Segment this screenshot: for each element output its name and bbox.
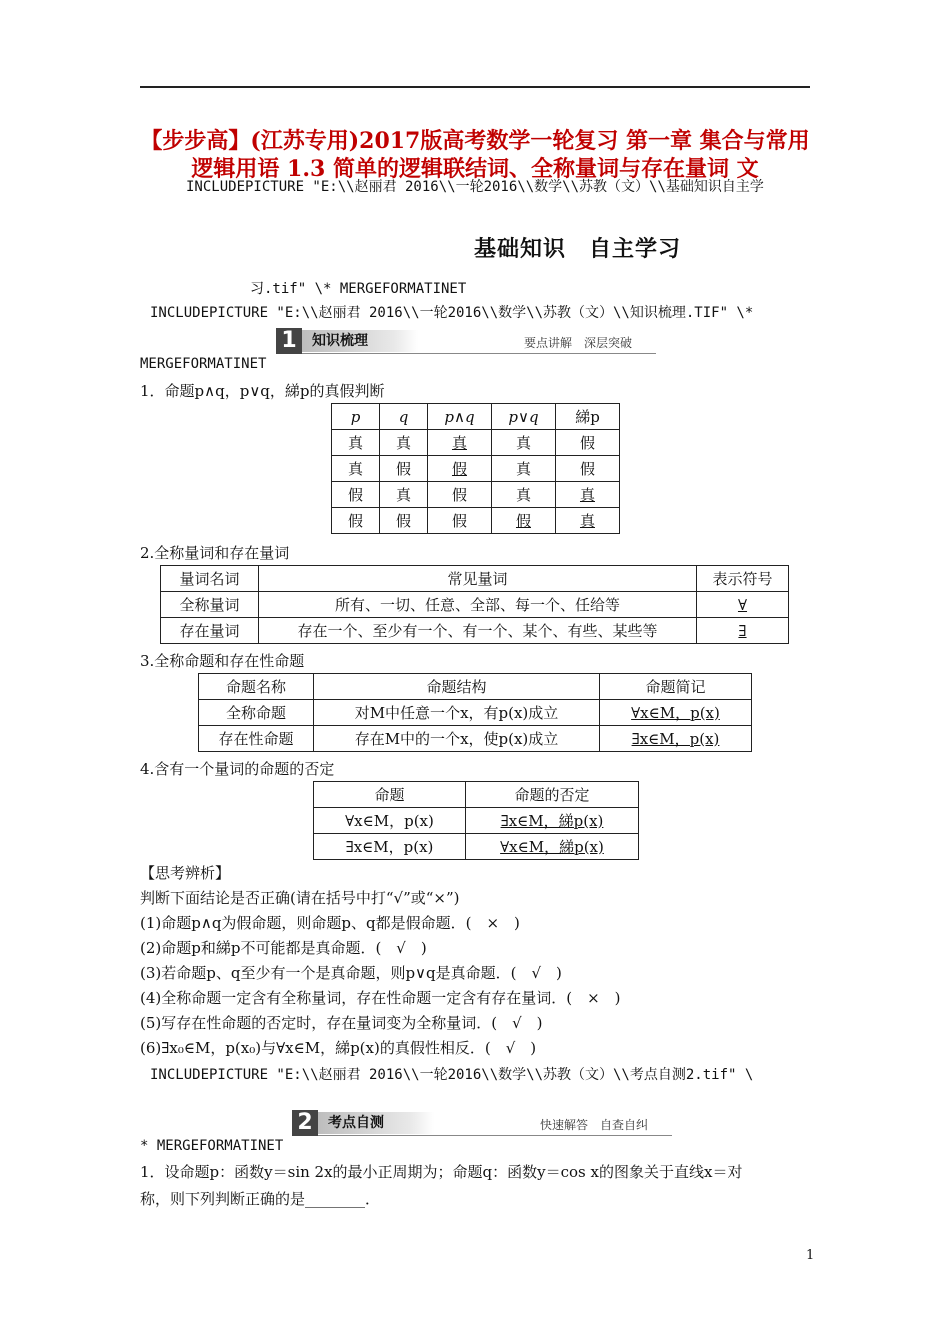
table-cell: 真 (515, 486, 531, 504)
heading-truth-table: 1．命题p∧q，p∨q，綈p的真假判断 (140, 382, 385, 400)
think-item-3: (3)若命题p、q至少有一个是真命题，则p∨q是真命题．( √ ) (140, 964, 562, 982)
table-cell: 量词名词 (179, 570, 240, 588)
table-cell: 存在性命题 (218, 730, 294, 748)
banner-number: 1 (276, 328, 302, 354)
banner-tag: 要点讲解 深层突破 (524, 336, 633, 350)
table-cell: p∧q (444, 407, 475, 426)
question-1-line2: 称，则下列判断正确的是________． (140, 1190, 381, 1208)
table-cell: 假 (395, 460, 411, 478)
banner-label: 知识梳理 (302, 330, 418, 352)
header-rule (140, 86, 810, 88)
table-cell: 命题 (374, 786, 405, 804)
table-cell: 假 (451, 486, 467, 504)
table-cell-answer: 假 (515, 512, 531, 530)
table-cell: 假 (395, 512, 411, 530)
table-cell: 真 (515, 460, 531, 478)
table-cell: 假 (347, 512, 363, 530)
table-cell: 全称量词 (179, 596, 240, 614)
table-cell: 真 (515, 434, 531, 452)
table-row (314, 808, 639, 834)
table-cell: 命题简记 (645, 678, 706, 696)
think-item-4: (4)全称命题一定含有全称量词，存在性命题一定含有存在量词．( × ) (140, 989, 621, 1007)
question-1-line1: 1．设命题p：函数y＝sin 2x的最小正周期为；命题q：函数y＝cos x的图象关于直线x＝对 (140, 1163, 743, 1181)
table-cell: 真 (395, 434, 411, 452)
section-heading: 基础知识 自主学习 (474, 237, 682, 262)
field-code-3: INCLUDEPICTURE "E:\\赵丽君 2016\\一轮2016\\数学\\苏教（文）\\知识梳理.TIF" \* (150, 305, 754, 321)
think-item-1: (1)命题p∧q为假命题，则命题p、q都是假命题．( × ) (140, 914, 520, 932)
page-number: 1 (806, 1248, 815, 1263)
table-row (332, 430, 620, 456)
table-cell-answer: 假 (451, 460, 467, 478)
banner-label: 考点自测 (318, 1112, 434, 1134)
heading-negation: 4.含有一个量词的命题的否定 (140, 760, 335, 778)
table-row (314, 834, 639, 860)
table-row (161, 566, 789, 592)
table-row (161, 592, 789, 618)
table-row (199, 674, 752, 700)
table-cell: 对M中任意一个x，有p(x)成立 (354, 704, 559, 722)
field-code-1: INCLUDEPICTURE "E:\\赵丽君 2016\\一轮2016\\数学\\苏教（文）\\基础知识自主学 (186, 179, 764, 195)
table-cell: 存在M中的一个x，使p(x)成立 (354, 730, 559, 748)
table-cell-answer: 真 (579, 512, 595, 530)
heading-quantifiers: 2.全称量词和存在量词 (140, 544, 290, 562)
table-cell-answer: ∀x∈M，p(x) (631, 704, 720, 722)
table-cell-answer: ∀ (737, 595, 748, 614)
think-item-2: (2)命题p和綈p不可能都是真命题．( √ ) (140, 939, 427, 957)
table-cell: 假 (579, 434, 595, 452)
table-cell: q (398, 407, 409, 426)
table-row (332, 482, 620, 508)
table-cell: 真 (347, 434, 363, 452)
banner-tag: 快速解答 自查自纠 (540, 1118, 649, 1132)
table-row (314, 782, 639, 808)
table-cell: 綈p (575, 408, 600, 426)
table-row (199, 700, 752, 726)
table-cell: ∀x∈M，p(x) (345, 812, 434, 830)
table-cell-answer: ∃x∈M，p(x) (631, 730, 720, 748)
think-heading: 【思考辨析】 (140, 864, 231, 882)
doc-title-line2: 逻辑用语 1.3 简单的逻辑联结词、全称量词与存在量词 文 (191, 156, 759, 182)
table-cell: ∃x∈M，p(x) (345, 838, 434, 856)
quantifier-table (160, 565, 789, 644)
table-cell: 命题结构 (426, 678, 487, 696)
banner-rule (302, 353, 656, 354)
table-cell: 命题名称 (225, 678, 286, 696)
table-cell: 存在量词 (179, 622, 240, 640)
table-row (199, 726, 752, 752)
think-item-6: (6)∃x₀∈M，p(x₀)与∀x∈M，綈p(x)的真假性相反．( √ ) (140, 1039, 537, 1057)
table-cell: 真 (395, 486, 411, 504)
truth-table (331, 403, 620, 534)
negation-table (313, 781, 639, 860)
table-cell: 表示符号 (712, 570, 773, 588)
table-cell: 假 (451, 512, 467, 530)
think-item-5: (5)写存在性命题的否定时，存在量词变为全称量词．( √ ) (140, 1014, 543, 1032)
banner-self-test (292, 1110, 672, 1134)
table-cell-answer: ∃ (738, 621, 747, 640)
banner-number: 2 (292, 1110, 318, 1136)
table-cell-answer: 真 (451, 434, 467, 452)
field-code-5: INCLUDEPICTURE "E:\\赵丽君 2016\\一轮2016\\数学\\苏教（文）\\考点自测2.tif" \ (150, 1067, 754, 1083)
table-cell: 全称命题 (225, 704, 286, 722)
table-row (332, 456, 620, 482)
table-cell-answer: ∃x∈M，綈p(x) (500, 812, 604, 830)
table-row (332, 404, 620, 430)
table-row (332, 508, 620, 534)
table-cell: 真 (347, 460, 363, 478)
field-code-4: MERGEFORMATINET (140, 356, 267, 372)
table-row (161, 618, 789, 644)
heading-propositions: 3.全称命题和存在性命题 (140, 652, 305, 670)
proposition-table (198, 673, 752, 752)
table-cell: 假 (347, 486, 363, 504)
think-intro: 判断下面结论是否正确(请在括号中打“√”或“×”) (140, 889, 460, 907)
field-code-6: * MERGEFORMATINET (140, 1138, 284, 1154)
table-cell-answer: 真 (579, 486, 595, 504)
banner-rule (318, 1135, 672, 1136)
table-cell: p (350, 407, 361, 426)
table-cell: p∨q (508, 407, 539, 426)
doc-title-line1: 【步步高】(江苏专用)2017版高考数学一轮复习 第一章 集合与常用 (140, 128, 810, 154)
table-cell: 假 (579, 460, 595, 478)
table-cell-answer: ∀x∈M，綈p(x) (500, 838, 604, 856)
field-code-2: 习.tif" \* MERGEFORMATINET (250, 281, 467, 297)
table-cell: 所有、一切、任意、全部、每一个、任给等 (334, 596, 620, 614)
banner-knowledge (276, 328, 656, 352)
table-cell: 存在一个、至少有一个、有一个、某个、有些、某些等 (297, 622, 658, 640)
table-cell: 命题的否定 (514, 786, 590, 804)
table-cell: 常见量词 (447, 570, 508, 588)
